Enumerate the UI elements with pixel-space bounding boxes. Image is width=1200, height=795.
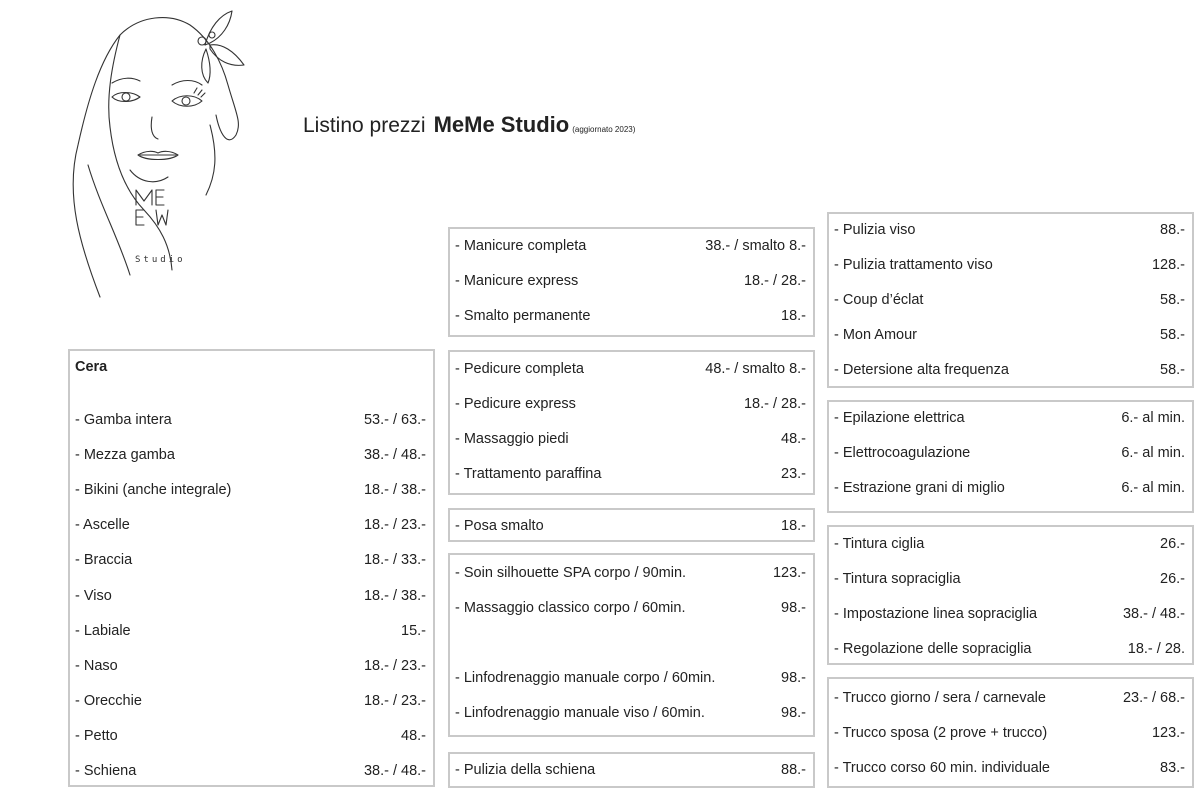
service-price: 123.-	[1151, 725, 1185, 741]
meme-studio-logo	[60, 5, 260, 305]
service-name: - Trattamento paraffina	[455, 466, 602, 482]
service-name: - Tintura sopraciglia	[834, 571, 961, 587]
service-price: 6.- al min.	[1121, 410, 1185, 426]
service-price: 18.- / 28.-	[743, 273, 806, 289]
service-name: - Orecchie	[75, 692, 142, 709]
service-price: 38.- / 48.-	[363, 447, 426, 464]
service-price: 48.- / smalto 8.-	[705, 361, 806, 377]
service-price: 123.-	[772, 565, 806, 581]
service-price: 48.-	[401, 727, 426, 744]
service-name: - Pedicure completa	[455, 361, 584, 377]
service-price: 58.-	[1160, 327, 1185, 343]
service-name: - Trucco corso 60 min. individuale	[834, 760, 1050, 776]
service-name: - Gamba intera	[75, 412, 172, 428]
service-name: - Impostazione linea sopraciglia	[834, 606, 1038, 622]
service-name: - Soin silhouette SPA corpo / 90min.	[455, 565, 687, 581]
service-name: - Massaggio classico corpo / 60min.	[455, 600, 686, 616]
service-name: - Detersione alta frequenza	[834, 362, 1009, 378]
service-price: 6.- al min.	[1121, 445, 1185, 461]
service-price: 18.- / 23.-	[363, 692, 426, 709]
service-price: 26.-	[1160, 571, 1185, 587]
service-price: 18.- / 23.-	[363, 657, 426, 674]
service-name: - Bikini (anche integrale)	[75, 482, 232, 499]
service-name: - Labiale	[75, 622, 131, 639]
page-title	[303, 112, 635, 138]
service-name: - Naso	[75, 657, 118, 674]
elettrica-box	[827, 400, 1194, 513]
service-name: - Tintura ciglia	[834, 536, 925, 552]
service-price: 98.-	[781, 705, 806, 721]
service-name: - Ascelle	[75, 517, 130, 534]
service-price: 58.-	[1160, 362, 1185, 378]
service-price: 23.- / 68.-	[1122, 690, 1185, 706]
service-name: - Epilazione elettrica	[834, 410, 965, 426]
service-price: 128.-	[1151, 257, 1185, 273]
trucco-box	[827, 677, 1194, 788]
service-name: - Elettrocoagulazione	[834, 445, 971, 461]
service-price: 18.- / 28.-	[743, 396, 806, 412]
service-name: - Pulizia della schiena	[455, 762, 596, 778]
service-name: - Viso	[75, 587, 112, 604]
service-price: 18.- / 38.-	[363, 482, 426, 499]
cera-heading: Cera	[75, 359, 108, 375]
service-price: 6.- al min.	[1121, 480, 1185, 496]
service-name: - Mezza gamba	[75, 447, 175, 464]
service-name: - Schiena	[75, 763, 137, 779]
service-name: - Trucco giorno / sera / carnevale	[834, 690, 1046, 706]
service-price: 18.- / 38.-	[363, 587, 426, 604]
service-price: 38.- / 48.-	[1122, 606, 1185, 622]
service-price: 48.-	[781, 431, 806, 447]
service-name: - Mon Amour	[834, 327, 917, 343]
service-price: 83.-	[1160, 760, 1185, 776]
service-name: - Pedicure express	[455, 396, 576, 412]
service-name: - Massaggio piedi	[455, 431, 569, 447]
service-price: 18.- / 33.-	[363, 552, 426, 569]
service-name: - Estrazione grani di miglio	[834, 480, 1005, 496]
service-price: 15.-	[401, 622, 426, 639]
manicure-box	[448, 227, 815, 337]
service-name: - Manicure completa	[455, 238, 587, 254]
service-name: - Coup d’éclat	[834, 292, 924, 308]
service-name: - Manicure express	[455, 273, 579, 289]
service-price: 98.-	[781, 600, 806, 616]
schiena-box	[448, 752, 815, 788]
service-name: - Linfodrenaggio manuale viso / 60min.	[455, 705, 705, 721]
service-price: 18.- / 28.	[1127, 641, 1185, 657]
service-price: 23.-	[781, 466, 806, 482]
service-price: 88.-	[1160, 222, 1185, 238]
service-name: - Pulizia viso	[834, 222, 916, 238]
cera-box	[68, 349, 435, 787]
posa-box	[448, 508, 815, 542]
brand-name: MeMe Studio	[433, 112, 570, 137]
service-price: 58.-	[1160, 292, 1185, 308]
service-price: 38.- / 48.-	[363, 763, 426, 779]
title-prefix: Listino prezzi	[303, 114, 426, 137]
pedicure-box	[448, 350, 815, 495]
service-price: 18.-	[781, 518, 806, 534]
service-price: 38.- / smalto 8.-	[705, 238, 806, 254]
service-name: - Regolazione delle sopraciglia	[834, 641, 1032, 657]
corpo-box	[448, 553, 815, 737]
service-name: - Braccia	[75, 552, 133, 569]
service-price: 18.- / 23.-	[363, 517, 426, 534]
viso-box	[827, 212, 1194, 388]
updated-note: (aggiornato 2023)	[572, 125, 636, 134]
service-price: 26.-	[1160, 536, 1185, 552]
ciglia-box	[827, 525, 1194, 665]
service-name: - Petto	[75, 727, 118, 744]
service-name: - Smalto permanente	[455, 308, 591, 324]
service-price: 88.-	[781, 762, 806, 778]
service-name: - Posa smalto	[455, 518, 544, 534]
service-name: - Trucco sposa (2 prove + trucco)	[834, 725, 1048, 741]
service-name: - Pulizia trattamento viso	[834, 257, 993, 273]
service-price: 18.-	[781, 308, 806, 324]
service-price: 53.- / 63.-	[363, 412, 426, 428]
service-price: 98.-	[781, 670, 806, 686]
service-name: - Linfodrenaggio manuale corpo / 60min.	[455, 670, 716, 686]
logo-studio-text: Studio	[135, 255, 186, 265]
